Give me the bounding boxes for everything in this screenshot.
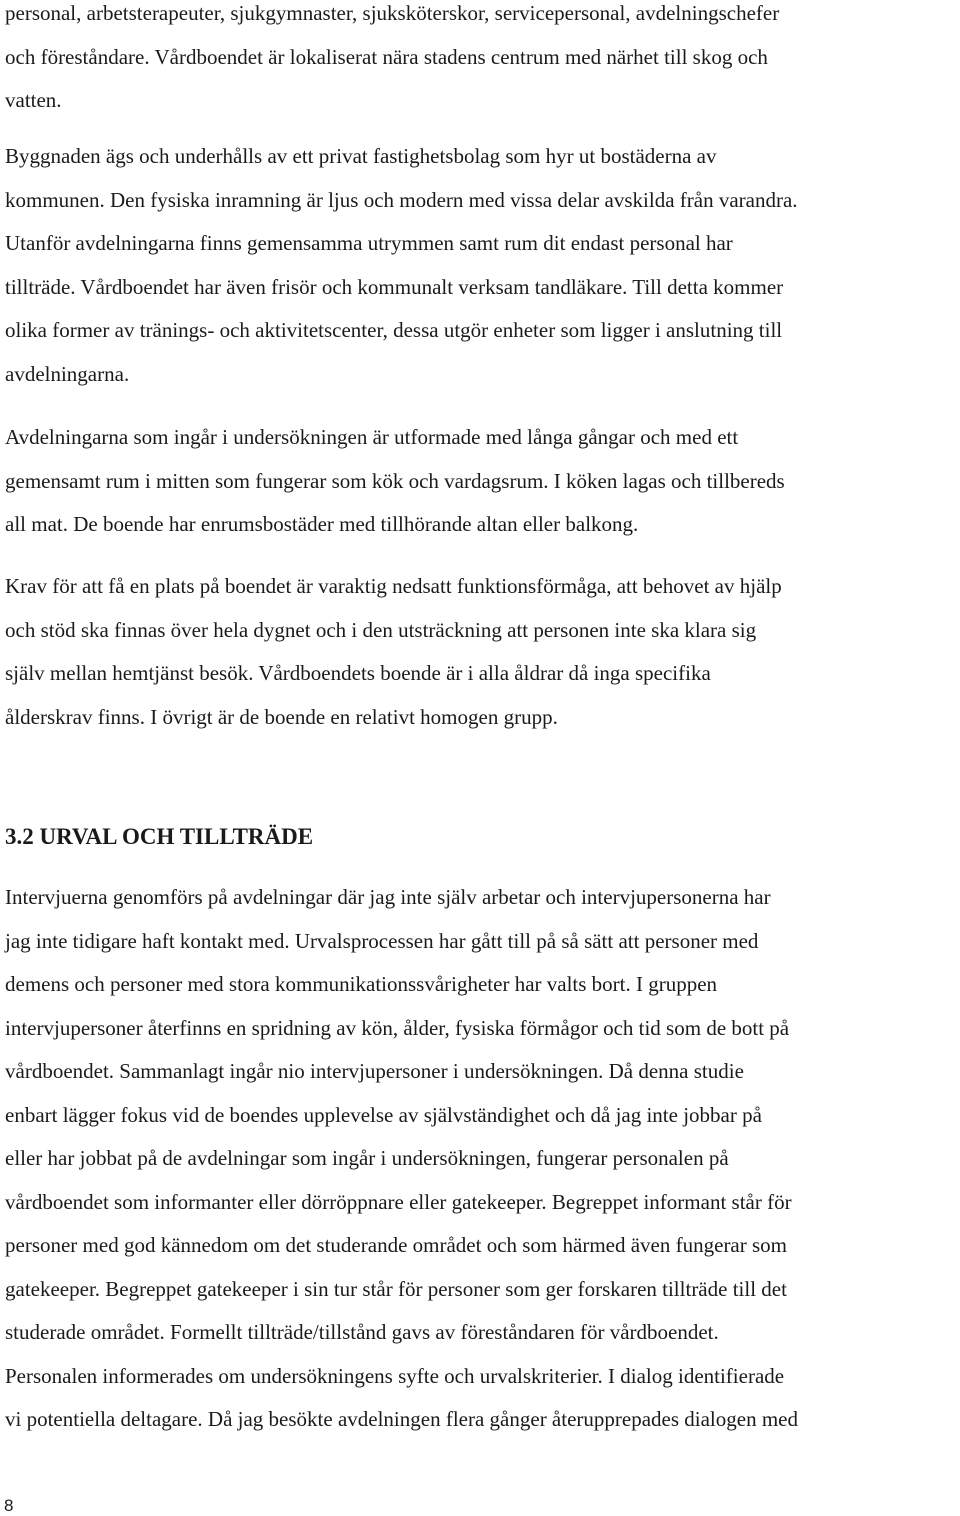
paragraph-departments [5,424,950,555]
text-line: själv mellan hemtjänst besök. Vårdboendets boende är i alla åldrar då inga specifika [5,661,711,685]
paragraph-selection [5,884,950,1450]
page-number: 8 [4,1496,14,1515]
text-line: ålderskrav finns. I övrigt är de boende en relativt homogen grupp. [5,704,558,729]
text-line: Byggnaden ägs och underhålls av ett privat fastighetsbolag som hyr ut bostäderna av [5,144,717,168]
text-line: avdelningarna. [5,361,130,386]
text-line: Personalen informerades om undersökningens syfte och urvalskriterier. I dialog identifierade [5,1363,785,1388]
text-line: personal, arbetsterapeuter, sjukgymnaster, sjuksköterskor, servicepersonal, avdelningschefer [5,1,780,25]
text-line: Krav för att få en plats på boendet är varaktig nedsatt funktionsförmåga, att behovet av hjälp [5,574,782,598]
text-line: intervjupersoner återfinns en spridning av kön, ålder, fysiska förmågor och tid som de bott på [5,1015,790,1040]
text-line: och stöd ska finnas över hela dygnet och i den utsträckning att personen inte ska klara sig [5,617,757,642]
text-line: Utanför avdelningarna finns gemensamma utrymmen samt rum dit endast personal har [5,231,733,255]
text-line: vårdboendet som informanter eller dörröppnare eller gatekeeper. Begreppet informant står för [5,1189,792,1214]
text-line: jag inte tidigare haft kontakt med. Urvalsprocessen har gått till på så sätt att personer med [5,928,759,953]
text-line: gemensamt rum i mitten som fungerar som kök och vardagsrum. I köken lagas och tillbereds [5,468,785,493]
paragraph-requirements [5,573,950,747]
text-line: Avdelningarna som ingår i undersökningen är utformade med långa gångar och med ett [5,425,739,449]
text-line: vatten. [5,88,62,112]
text-line: enbart lägger fokus vid de boendes upplevelse av självständighet och då jag inte jobbar på [5,1102,762,1127]
text-line: vi potentiella deltagare. Då jag besökte avdelningen flera gånger återupprepades dialogen med [5,1407,798,1431]
text-line: kommunen. Den fysiska inramning är ljus och modern med vissa delar avskilda från varandra. [5,187,798,212]
text-line: Intervjuerna genomförs på avdelningar där jag inte själv arbetar och intervjupersonerna har [5,885,771,909]
text-line: personer med god kännedom om det studerande området och som härmed även fungerar som [5,1233,788,1257]
section-heading: 3.2 URVAL OCH TILLTRÄDE [5,824,314,849]
paragraph-building [5,143,950,404]
paragraph-intro [5,0,950,131]
text-line: demens och personer med stora kommunikationssvårigheter har valts bort. I gruppen [5,972,718,996]
text-line: eller har jobbat på de avdelningar som ingår i undersökningen, fungerar personalen på [5,1146,729,1170]
text-line: tillträde. Vårdboendet har även frisör och kommunalt verksam tandläkare. Till detta kommer [5,274,784,299]
text-line: olika former av tränings- och aktivitetscenter, dessa utgör enheter som ligger i anslutning till [5,318,783,342]
text-line: studerade området. Formellt tillträde/tillstånd gavs av föreståndaren för vårdboendet. [5,1320,719,1344]
text-line: gatekeeper. Begreppet gatekeeper i sin tur står för personer som ger forskaren tillträde till det [5,1276,787,1301]
text-line: och föreståndare. Vårdboendet är lokaliserat nära stadens centrum med närhet till skog och [5,44,768,69]
text-line: vårdboendet. Sammanlagt ingår nio intervjupersoner i undersökningen. Då denna studie [5,1059,744,1083]
text-line: all mat. De boende har enrumsbostäder med tillhörande altan eller balkong. [5,512,639,536]
